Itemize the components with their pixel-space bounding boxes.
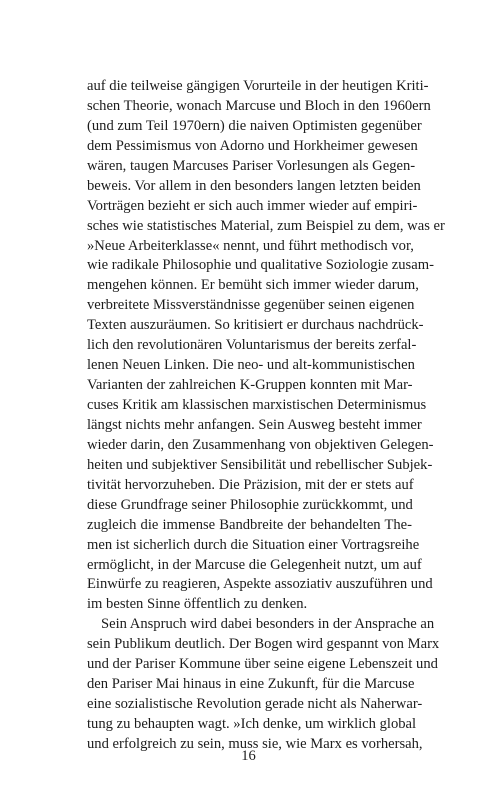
text-line: eine sozialistische Revolution gerade nicht als Naherwar- xyxy=(87,696,423,713)
text-line: (und zum Teil 1970ern) die naiven Optimisten gegenüber xyxy=(87,117,422,134)
text-line: und der Pariser Kommune über seine eigene Lebenszeit und xyxy=(87,656,438,673)
text-line: lich den revolutionären Voluntarismus der bereits zerfal- xyxy=(87,337,417,354)
text-line: beweis. Vor allem in den besonders langen letzten beiden xyxy=(87,177,421,194)
text-line: wären, taugen Marcuses Pariser Vorlesungen als Gegen- xyxy=(87,157,416,174)
text-line: tivität hervorzuheben. Die Präzision, mit der er stets auf xyxy=(87,476,414,493)
text-line: men ist sicherlich durch die Situation einer Vortragsreihe xyxy=(87,536,420,553)
text-line: diese Grundfrage seiner Philosophie zurückkommt, und xyxy=(87,496,413,513)
text-line: Vorträgen bezieht er sich auch immer wieder auf empiri- xyxy=(87,197,418,214)
text-line: wie radikale Philosophie und qualitative Soziologie zusam- xyxy=(87,257,434,274)
text-line: den Pariser Mai hinaus in eine Zukunft, für die Marcuse xyxy=(87,676,415,693)
text-line: auf die teilweise gängigen Vorurteile in der heutigen Kriti- xyxy=(87,78,429,94)
text-line: sches wie statistisches Material, zum Beispiel zu dem, was er xyxy=(87,217,445,234)
text-line: Sein Anspruch wird dabei besonders in der Ansprache an xyxy=(101,616,435,633)
text-line: ermöglicht, in der Marcuse die Gelegenheit nutzt, um auf xyxy=(87,556,422,573)
text-line: mengehen können. Er bemüht sich immer wieder darum, xyxy=(87,277,419,294)
text-line: Varianten der zahlreichen K-Gruppen konnten mit Mar- xyxy=(87,377,413,394)
text-line: verbreitete Missverständnisse gegenüber seinen eigenen xyxy=(87,297,415,314)
page-number: 16 xyxy=(241,748,256,764)
text-line: Texten auszuräumen. So kritisiert er durchaus nachdrück- xyxy=(87,317,424,334)
text-line: im besten Sinne öffentlich zu denken. xyxy=(87,596,308,613)
body-text xyxy=(87,77,445,755)
text-line: und erfolgreich zu sein, muss sie, wie Marx es vorhersah, xyxy=(87,735,423,752)
text-line: wieder darin, den Zusammenhang von objektiven Gelegen- xyxy=(87,436,434,453)
text-line: tung zu behaupten wagt. »Ich denke, um wirklich global xyxy=(87,716,417,732)
text-line: Einwürfe zu reagieren, Aspekte assoziativ auszuführen und xyxy=(87,576,433,593)
text-line: schen Theorie, wonach Marcuse und Bloch in den 1960ern xyxy=(87,97,431,114)
text-line: dem Pessimismus von Adorno und Horkheimer gewesen xyxy=(87,137,418,154)
text-line: »Neue Arbeiterklasse« nennt, und führt methodisch vor, xyxy=(87,237,414,254)
text-line: cuses Kritik am klassischen marxistischen Determinismus xyxy=(87,397,427,413)
text-line: lenen Neuen Linken. Die neo- und alt-kommunistischen xyxy=(87,357,415,374)
paragraph-1 xyxy=(87,77,445,615)
paragraph-2 xyxy=(87,615,440,755)
text-line: sein Publikum deutlich. Der Bogen wird gespannt von Marx xyxy=(87,636,440,653)
text-line: längst nichts mehr anfangen. Sein Ausweg besteht immer xyxy=(87,416,422,433)
text-line: zugleich die immense Bandbreite der behandelten The- xyxy=(87,516,412,533)
text-line: heiten und subjektiver Sensibilität und rebellischer Subjek- xyxy=(87,456,433,473)
